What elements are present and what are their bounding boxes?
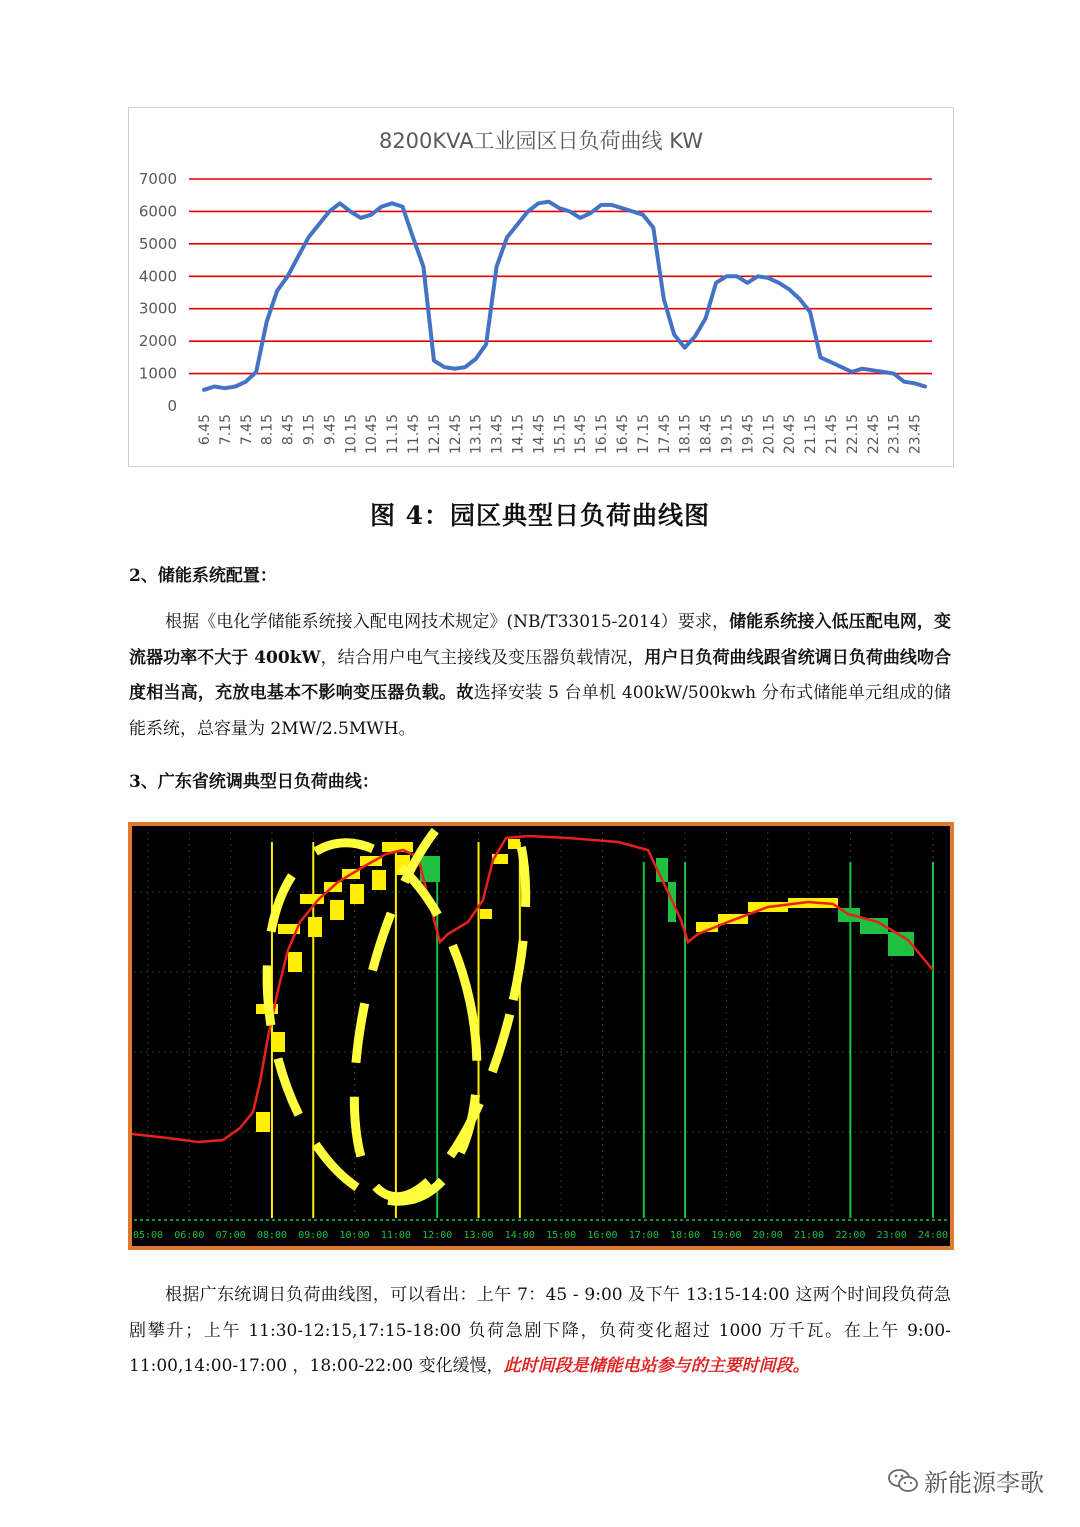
section-2-heading: 2、储能系统配置： [129, 566, 277, 586]
x-tick-label: 11.15 [385, 414, 402, 455]
x-tick-label: 9.15 [301, 414, 318, 446]
x-tick-label: 22:00 [835, 1230, 866, 1241]
x-tick-label: 09:00 [298, 1230, 329, 1241]
x-tick-label: 23.15 [886, 414, 903, 455]
x-tick-label: 19:00 [711, 1230, 742, 1241]
section-3-paragraph [129, 1278, 951, 1385]
text-run: 选择安装 5 台单机 400kW/500kwh 分布式储能单元组成的储能系统，总容量为 2MW/2.5MWH。 [129, 683, 952, 739]
y-tick-label: 3000 [138, 299, 177, 318]
x-tick-label: 24:00 [917, 1230, 949, 1241]
x-tick-label: 15:00 [546, 1230, 577, 1241]
bold-run: 储能系统接入低压配电网，变流器功率不大于 400kW [129, 612, 952, 668]
y-tick-label: 4000 [138, 267, 177, 286]
x-tick-label: 08:00 [256, 1230, 288, 1241]
park-load-chart-svg [129, 108, 953, 466]
chart-title: 8200KVA工业园区日负荷曲线 KW [378, 129, 704, 153]
x-tick-label: 22.45 [865, 414, 882, 455]
x-tick-label: 17.45 [656, 414, 673, 455]
x-tick-label: 13.15 [468, 414, 485, 455]
charge-block [372, 870, 386, 890]
x-tick-label: 7.15 [217, 414, 234, 446]
x-tick-label: 22.15 [844, 414, 861, 455]
x-tick-label: 14.45 [531, 414, 548, 455]
y-tick-label: 5000 [138, 234, 177, 253]
x-tick-label: 15.45 [573, 414, 590, 455]
x-tick-label: 23:00 [876, 1230, 907, 1241]
x-tick-label: 17:00 [628, 1230, 659, 1241]
x-tick-label: 12:00 [422, 1230, 453, 1241]
x-tick-label: 18:00 [670, 1230, 701, 1241]
text-run: 根据广东统调日负荷曲线图，可以看出：上午 7：45 - 9:00 及下午 13:15-14:00 这两个时间段负荷急剧攀升；上午 11:30-12:15,17:15-18:00 负荷急剧下降，负荷变化超过 1000 万千瓦。在上午 9:00-11:00,14:00-17:00 ，18:00-22:00 变化缓慢， [129, 1285, 951, 1376]
wechat-icon [888, 1468, 918, 1494]
x-tick-label: 07:00 [215, 1230, 246, 1241]
x-tick-label: 20.15 [761, 414, 778, 455]
charge-block [350, 884, 364, 904]
x-tick-label: 21.15 [803, 414, 820, 455]
load-series-line [204, 202, 925, 390]
guangdong-load-chart [128, 822, 954, 1250]
y-tick-label: 1000 [138, 364, 177, 383]
text-run: ，结合用户电气主接线及变压器负载情况， [320, 647, 645, 668]
charge-block [308, 917, 322, 937]
x-tick-label: 20.45 [782, 414, 799, 455]
y-tick-label: 2000 [138, 332, 177, 351]
x-tick-label: 23.45 [907, 414, 924, 455]
charge-block [288, 952, 302, 972]
x-tick-label: 16.45 [614, 414, 631, 455]
x-tick-label: 21:00 [793, 1230, 825, 1241]
x-tick-label: 15.15 [552, 414, 569, 455]
x-tick-label: 19.15 [719, 414, 736, 455]
highlight-run: 此时间段是储能电站参与的主要时间段。 [503, 1356, 810, 1376]
x-tick-label: 16.15 [594, 414, 611, 455]
text-run: 根据《电化学储能系统接入配电网技术规定》(NB/T33015-2014）要求， [165, 612, 730, 632]
watermark-text: 新能源李歌 [924, 1469, 1044, 1497]
charge-block [508, 839, 520, 849]
x-tick-label: 19.45 [740, 414, 757, 455]
x-tick-label: 14:00 [504, 1230, 535, 1241]
x-tick-label: 7.45 [238, 414, 255, 446]
x-tick-label: 16:00 [587, 1230, 618, 1241]
x-tick-label: 10:00 [339, 1230, 370, 1241]
x-tick-label: 8.45 [280, 414, 297, 446]
x-tick-label: 20:00 [752, 1230, 783, 1241]
x-tick-label: 12.45 [447, 414, 464, 455]
x-tick-label: 05:00 [132, 1230, 164, 1241]
x-tick-label: 10.15 [343, 414, 360, 455]
chart-frame [130, 824, 952, 1248]
x-tick-label: 18.45 [698, 414, 715, 455]
section-2-paragraph [129, 605, 951, 747]
x-tick-label: 9.45 [322, 414, 339, 446]
x-tick-label: 6.45 [197, 414, 213, 446]
section-3-heading: 3、广东省统调典型日负荷曲线： [129, 772, 379, 792]
x-tick-label: 12.15 [426, 414, 443, 455]
park-load-chart [128, 107, 954, 467]
charge-block [256, 1112, 270, 1132]
x-tick-label: 18.15 [677, 414, 694, 455]
x-tick-label: 10.45 [364, 414, 381, 455]
guangdong-load-chart-svg [128, 822, 954, 1250]
y-tick-label: 6000 [138, 202, 177, 221]
bold-run: 用户日负荷曲线跟省统调日负荷曲线吻合度相当高，充放电基本不影响变压器负载。故 [129, 647, 952, 703]
x-tick-label: 13:00 [463, 1230, 494, 1241]
charge-block [480, 909, 492, 919]
watermark [888, 1463, 1044, 1498]
x-axis-strip [132, 1218, 950, 1246]
x-tick-label: 17.15 [635, 414, 652, 455]
y-tick-label: 0 [167, 397, 177, 415]
figure-caption: 图 4：园区典型日负荷曲线图 [369, 501, 711, 530]
charge-block [271, 1032, 285, 1052]
x-tick-label: 21.45 [823, 414, 840, 455]
y-tick-label: 7000 [138, 170, 177, 188]
x-tick-label: 11:00 [380, 1230, 411, 1241]
x-tick-label: 14.15 [510, 414, 527, 455]
x-tick-label: 8.15 [259, 414, 276, 446]
x-tick-label: 11.45 [405, 414, 422, 455]
x-tick-label: 06:00 [174, 1230, 205, 1241]
x-tick-label: 13.45 [489, 414, 506, 455]
charge-block [330, 900, 344, 920]
